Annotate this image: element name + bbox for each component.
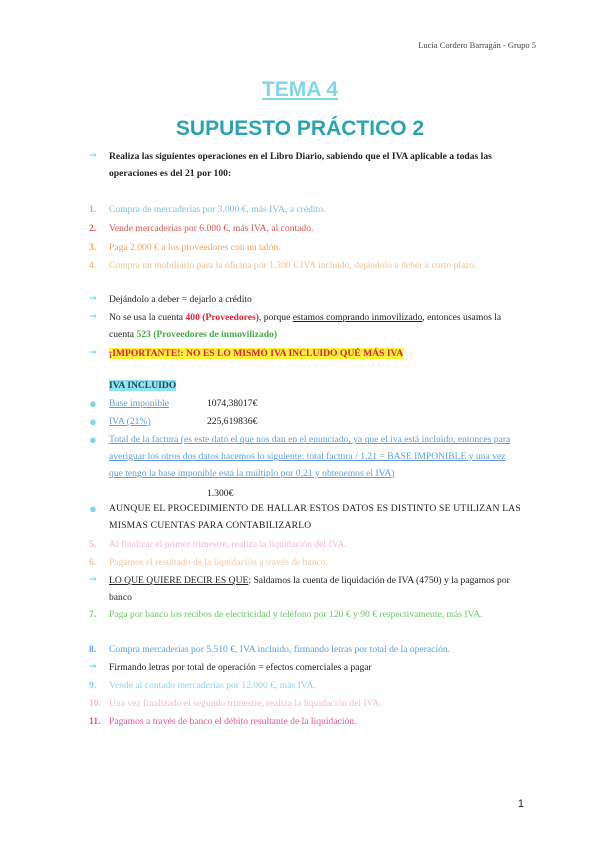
item-text: Compra un mobiliario para la oficina por 1.300 € IVA incluido, dejándolo a deber a corto plazo. bbox=[109, 260, 477, 271]
item-text: Pagamos el resultado de la liquidación a través de banco. bbox=[109, 557, 328, 568]
item-text: Vende mercaderías por 6.000 €, más IVA, al contado. bbox=[109, 223, 314, 234]
item-number: 2. bbox=[89, 223, 97, 234]
arrow-icon: → bbox=[89, 294, 97, 304]
item-number: 9. bbox=[89, 680, 97, 691]
item-text: AUNQUE EL PROCEDIMIENTO DE HALLAR ESTOS DATOS ES DISTINTO SE UTILIZAN LAS MISMAS CUENTAS PARA CONTABILIZARLO bbox=[109, 503, 521, 531]
arrow-icon: → bbox=[89, 662, 97, 672]
note-text: LO QUE QUIERE DECIR ES QUE: Saldamos la cuenta de liquidación de IVA (4750) y la pagamos por banco bbox=[109, 575, 510, 603]
item-text: Paga 2.000 € a los proveedores con un talón. bbox=[109, 242, 281, 253]
item-text: Al finalizar el primer trimestre, realiza la liquidación del IVA. bbox=[109, 539, 347, 550]
item-text: Base imponible bbox=[109, 398, 169, 409]
item-text: Paga por banco los recibos de electricidad y teléfono por 120 € y 90 € respectivamente, más IVA. bbox=[109, 609, 483, 620]
header-author: Lucía Cordero Barragán - Grupo 5 bbox=[418, 40, 536, 50]
item-text: Total de la factura (es este dato el que nos dan en el enunciado, ya que el iva está incluido, entonces para averiguar los otros dos datos hacemos lo siguiente: total factura / 1,21 = BASE IMPONIBLE y una vez que tengo la base imponible está la múltiplo por 0,21 y obtenemos el IVA) bbox=[109, 434, 511, 479]
item-number: 3. bbox=[89, 242, 97, 253]
note-text: Dejándolo a deber = dejarlo a crédito bbox=[109, 294, 252, 305]
page-subtitle: SUPUESTO PRÁCTICO 2 bbox=[175, 117, 425, 140]
bullet-icon: ● bbox=[89, 432, 97, 447]
note-text: No se usa la cuenta 400 (Proveedores), porque estamos comprando inmovilizado, entonces usamos la cuenta 523 (Proveedores de inmovilizado) bbox=[109, 312, 502, 340]
item-value: 225,619836€ bbox=[207, 416, 258, 427]
item-number: 11. bbox=[89, 716, 101, 727]
item-text: Compra mercaderías por 5.510 €, IVA incluido, firmando letras por total de la operación. bbox=[109, 644, 451, 655]
item-value: 1074,38017€ bbox=[207, 398, 258, 409]
item-text: Compra de mercaderías por 3.000 €, más IVA, a crédito. bbox=[109, 204, 326, 215]
arrow-icon: → bbox=[89, 312, 97, 322]
page-title: TEMA 4 bbox=[261, 78, 339, 101]
bullet-icon: ● bbox=[89, 414, 97, 429]
arrow-icon: → bbox=[89, 151, 97, 161]
bullet-icon: ● bbox=[89, 501, 97, 516]
item-text: IVA (21%) bbox=[109, 416, 151, 427]
item-number: 8. bbox=[89, 644, 97, 655]
item-number: 7. bbox=[89, 609, 97, 620]
note-text: Firmando letras por total de operación = efectos comerciales a pagar bbox=[109, 662, 372, 673]
item-value: 1.300€ bbox=[207, 488, 234, 499]
arrow-icon: → bbox=[89, 575, 97, 585]
item-number: 1. bbox=[89, 204, 97, 215]
item-number: 4. bbox=[89, 260, 97, 271]
item-text: Vende al contado mercaderías por 12.000 €, más IVA. bbox=[109, 680, 316, 691]
intro-text: Realiza las siguientes operaciones en el Libro Diario, sabiendo que el IVA aplicable a todas las operaciones es del 21 por 100: bbox=[109, 151, 492, 179]
bullet-icon: ● bbox=[89, 396, 97, 411]
item-number: 5. bbox=[89, 539, 97, 550]
important-highlight: ¡IMPORTANTE!: NO ES LO MISMO IVA INCLUIDO QUÉ MÁS IVA bbox=[109, 348, 404, 359]
iva-title: IVA INCLUIDO bbox=[109, 380, 177, 391]
page-number: 1 bbox=[517, 798, 524, 810]
note-text bbox=[109, 345, 519, 362]
item-number: 10. bbox=[89, 698, 101, 709]
item-text: Una vez finalizado el segundo trimestre, realiza la liquidación del IVA. bbox=[109, 698, 382, 709]
item-text: Pagamos a través de banco el débito resultante de la liquidación. bbox=[109, 716, 357, 727]
arrow-icon: → bbox=[89, 348, 97, 358]
item-number: 6. bbox=[89, 557, 97, 568]
